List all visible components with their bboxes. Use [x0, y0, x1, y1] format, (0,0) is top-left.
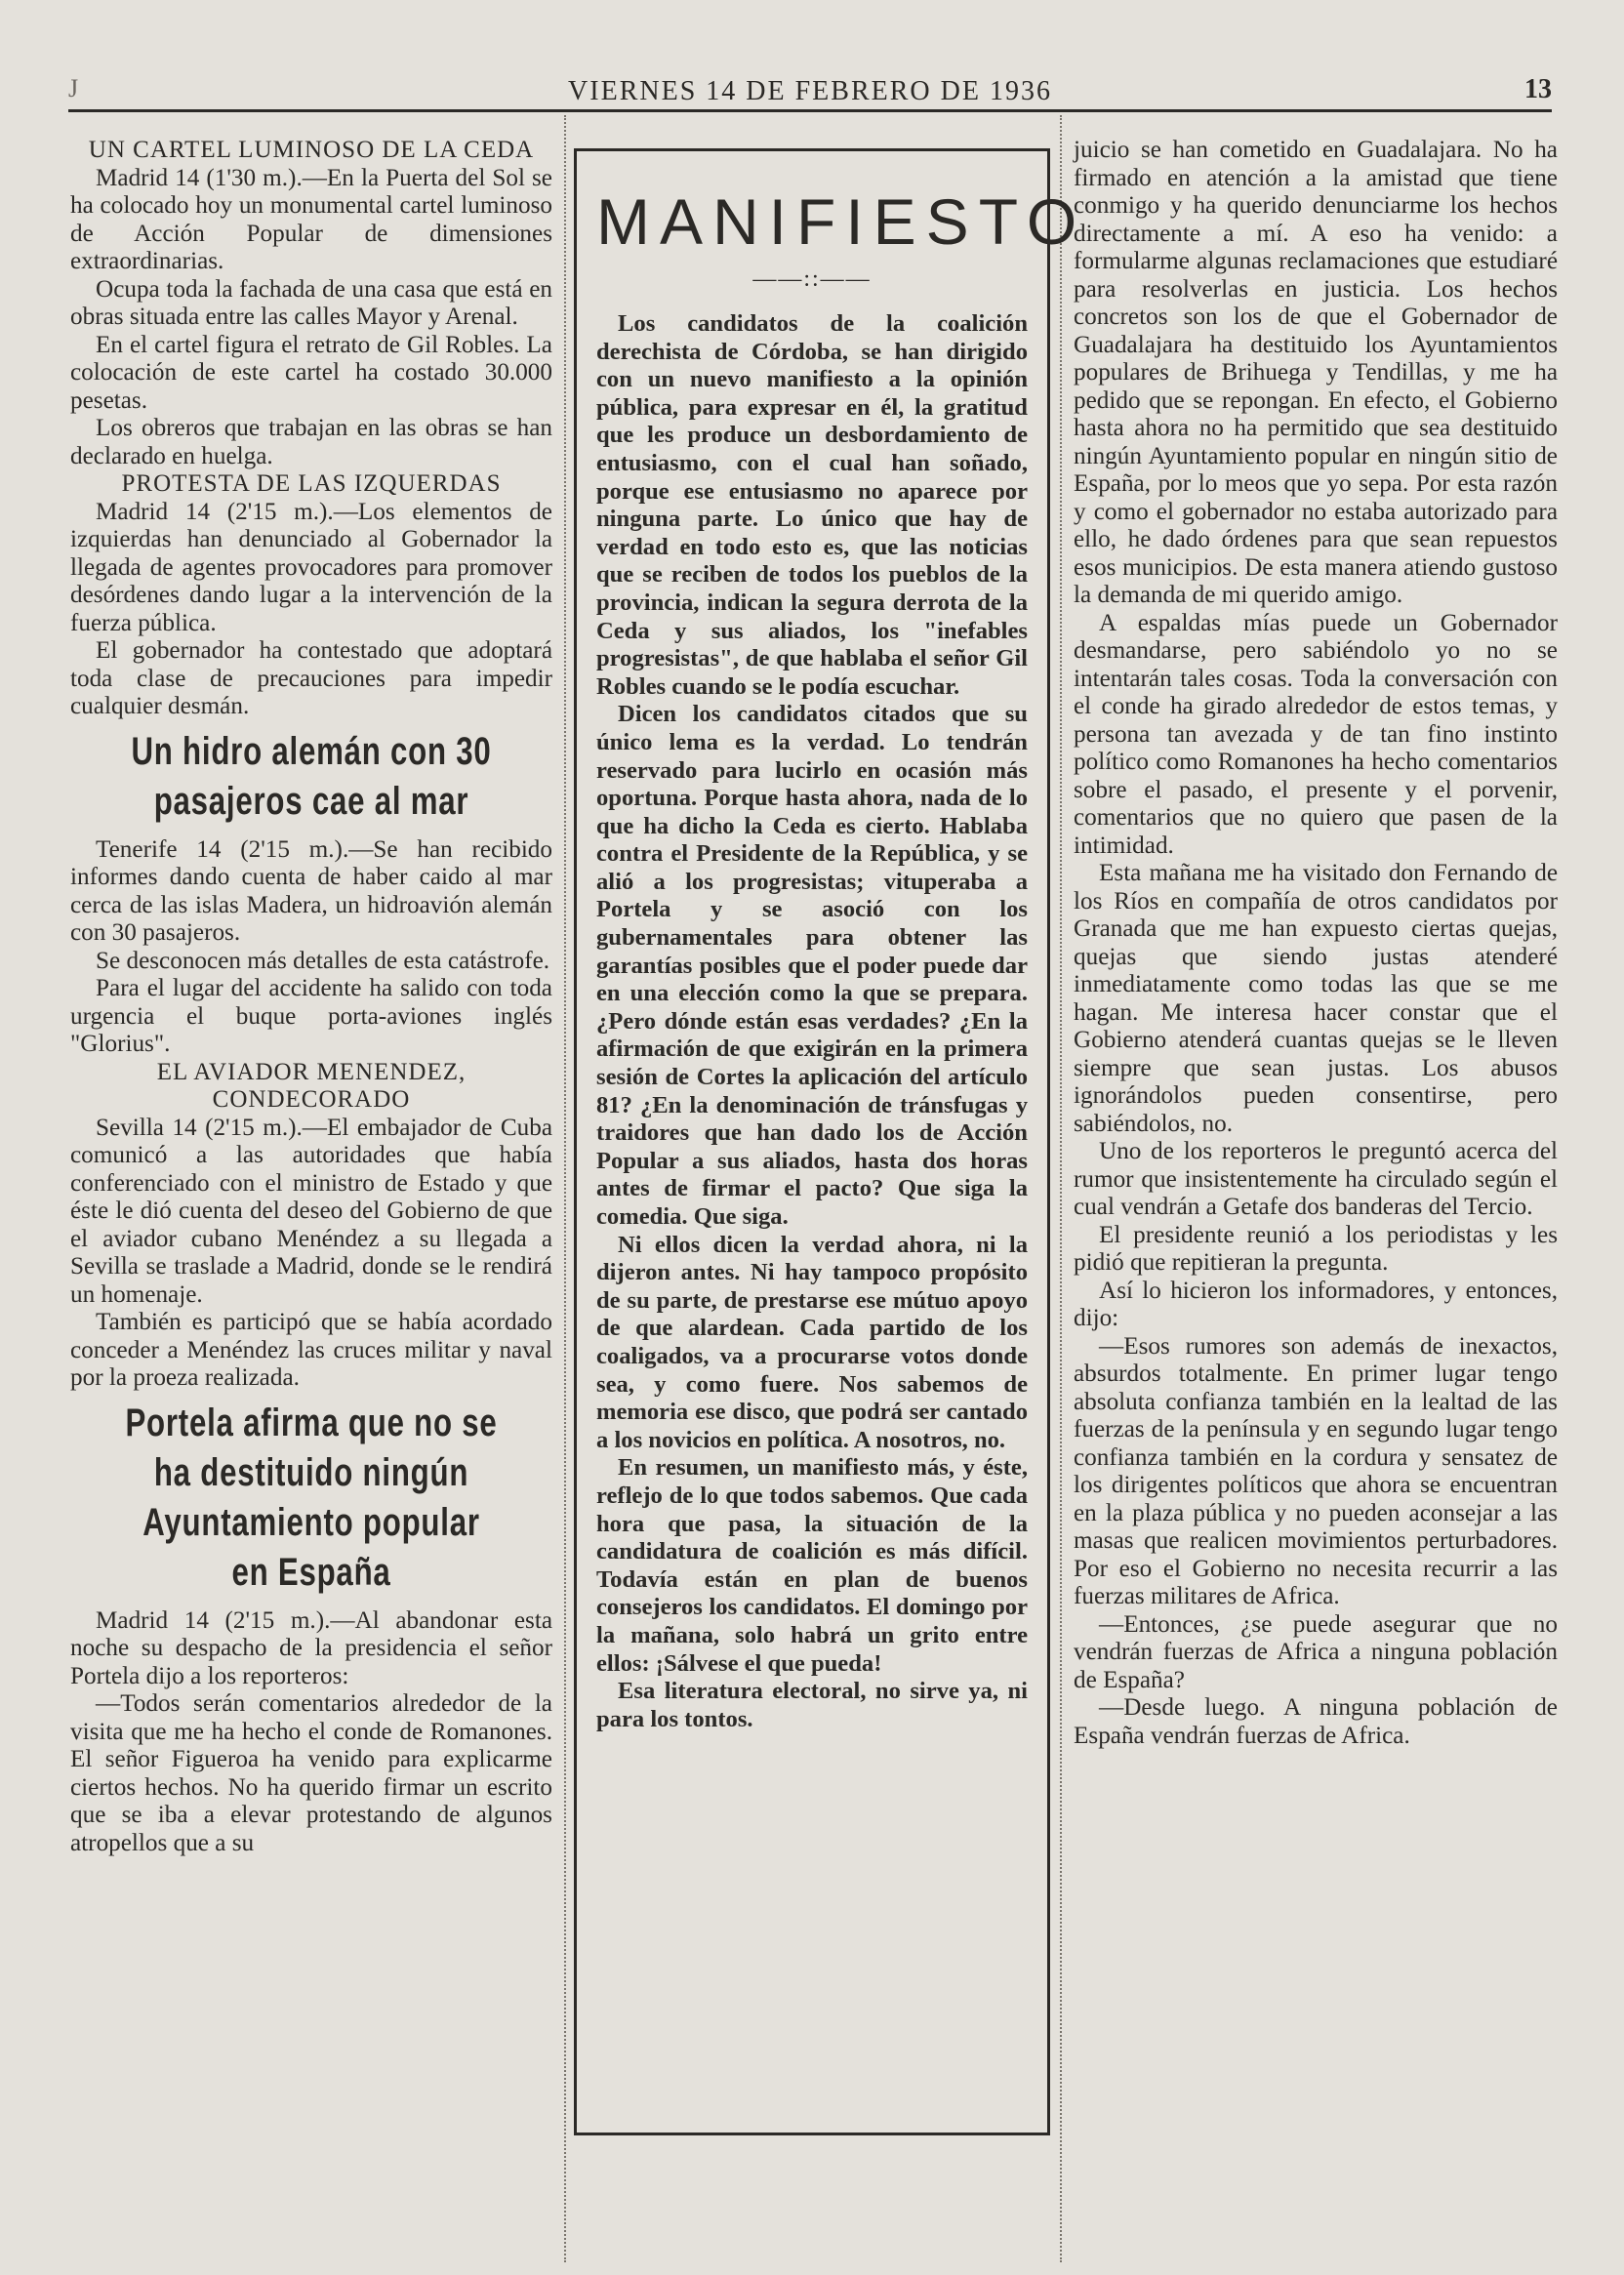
column-rule-right — [1060, 115, 1062, 2262]
paragraph: Madrid 14 (2'15 m.).—Los elementos de izquierdas han denunciado al Gobernador la llegada de agentes provocadores para promover desórdenes dando lugar a la intervención de la fuerza pública. — [70, 498, 552, 636]
paragraph: En resumen, un manifiesto más, y éste, reflejo de lo que todos sabemos. Que cada hora que pasa, la situación de la candidatura de coalición es más difícil. Todavía están en plan de buenos consejeros los candidatos. El domingo por la mañana, solo habrá un grito entre ellos: ¡Sálvese el que pueda! — [596, 1454, 1028, 1677]
paragraph: Ni ellos dicen la verdad ahora, ni la dijeron antes. Ni hay tampoco propósito de su parte, de prestarse ese mútuo apoyo de que alardean. Cada partido de los coaligados, va a procurarse votos donde sea, y como fuere. Nos sabemos de memoria ese disco, que podrá ser cantado a los novicios en política. A nosotros, no. — [596, 1231, 1028, 1453]
paragraph: —Todos serán comentarios alrededor de la visita que me ha hecho el conde de Romanones. El señor Figueroa ha venido para explicarme ciertos hechos. No ha querido firmar un escrito que se iba a elevar protestando de algunos atropellos que a su — [70, 1690, 552, 1856]
paragraph: Así lo hicieron los informadores, y entonces, dijo: — [1074, 1277, 1558, 1331]
paragraph: —Esos rumores son además de inexactos, absurdos totalmente. En primer lugar tengo absoluta confianza también en la lealtad de las fuerzas de la península y en segundo lugar tengo confianza también en la cordura y sensatez de los dirigentes políticos que ahora se encuentran en la plaza pública y no pueden aconsejar a las masas que realicen movimientos perturbadores. Por eso el Gobierno no necesita recurrir a las fuerzas militares de Africa. — [1074, 1332, 1558, 1609]
paragraph: También es participó que se había acordado conceder a Menéndez las cruces militar y naval por la proeza realizada. — [70, 1309, 552, 1391]
paragraph: juicio se han cometido en Guadalajara. No ha firmado en atención a la amistad que tiene conmigo y ha querido denunciarme los hechos directamente a mí. A eso ha venido: a formularme algunas reclamaciones que estudiaré para resolverlas en justicia. Los hechos concretos son los de que el Gobernador de Guadalajara ha destituido los Ayuntamientos populares de Brihuega y Tendillas, y me ha pedido que se repongan. En efecto, el Gobierno hasta ahora no ha permitido que sea destituido ningún Ayuntamiento popular en ningún sitio de España, por lo meos que yo sepa. Por esta razón y como el gobernador no estaba autorizado para ello, he dado órdenes para que sean repuestos esos municipios. De esta manera atiendo gustoso la demanda de mi querido amigo. — [1074, 137, 1558, 608]
paragraph: Esta mañana me ha visitado don Fernando de los Ríos en compañía de otros candidatos por Granada que me han expuesto ciertas quejas, quejas que siendo justas atenderé inmediatamente como todas las que se me hagan. Me interesa hacer constar que el Gobierno atenderá cuantas quejas se le lleven siempre que sean justas. Los abusos ignorándolos pueden consentirse, pero sabiéndolos, no. — [1074, 860, 1558, 1137]
corner-mark: J — [68, 74, 81, 102]
paragraph: El gobernador ha contestado que adoptará toda clase de precauciones para impedir cualquier desmán. — [70, 637, 552, 719]
paragraph: Los obreros que trabajan en las obras se han declarado en huelga. — [70, 415, 552, 469]
manifesto-ornament: ——::—— — [752, 266, 872, 292]
manifesto-box — [574, 148, 1087, 2135]
headline-portela: Portela afirma que no se ha destituido ningún Ayuntamiento popular en España — [125, 1401, 498, 1594]
paragraph: Se desconocen más detalles de esta catástrofe. — [96, 947, 550, 974]
column-rule-left — [564, 115, 566, 2262]
paragraph: Esa literatura electoral, no sirve ya, ni para los tontos. — [596, 1678, 1028, 1732]
manifesto-title: MANIFIESTO — [596, 185, 1087, 258]
headline-cartel: UN CARTEL LUMINOSO DE LA CEDA — [88, 137, 535, 163]
manifesto-body — [596, 310, 1028, 1733]
headline-protesta: PROTESTA DE LAS IZQUERDAS — [121, 470, 502, 497]
paragraph: Tenerife 14 (2'15 m.).—Se han recibido informes dando cuenta de haber caido al mar cerca de las islas Madera, un hidroavión alemán con 30 pasajeros. — [70, 835, 552, 946]
paragraph: —Desde luego. A ninguna población de España vendrán fuerzas de Africa. — [1074, 1694, 1558, 1749]
paragraph: Dicen los candidatos citados que su único lema es la verdad. Lo tendrán reservado para lucirlo en ocasión más oportuna. Porque hasta ahora, nada de lo que ha dicho la Ceda es cierto. Hablaba contra el Presidente de la República, y se alió a los progresistas; vituperaba a Portela y se asoció con los gubernamentales para obtener las garantías posibles que el poder puede dar en una elección como la que se prepara. ¿Pero dónde están esas verdades? ¿En la afirmación de que exigirán en la primera sesión de Cortes la aplicación del artículo 81? ¿En la denominación de tránsfugas y traidores que han dado los de Acción Popular a sus aliados, hasta dos horas antes de firmar el pacto? Que siga la comedia. Que siga. — [596, 701, 1028, 1230]
headline-hidro: Un hidro alemán con 30 pasajeros cae al mar — [131, 729, 492, 823]
paragraph: Ocupa toda la fachada de una casa que está en obras situada entre las calles Mayor y Arenal. — [70, 275, 552, 330]
paragraph: Sevilla 14 (2'15 m.).—El embajador de Cuba comunicó a las autoridades que había conferenciado con el ministro de Estado y que éste le dió cuenta del deseo del Gobierno de que el aviador cubano Menéndez a su llegada a Sevilla se traslade a Madrid, donde se le rendirá un homenaje. — [70, 1114, 552, 1308]
paragraph: Los candidatos de la coalición derechista de Córdoba, se han dirigido con un nuevo manifiesto a la opinión pública, para expresar en él, la gratitud que les produce un desbordamiento de entusiasmo, con el cual han soñado, porque ese entusiasmo no aparece por ninguna parte. Lo único que hay de verdad en todo esto es, que las noticias que se reciben de todos los pueblos de la provincia, indican la segura derrota de la Ceda y sus aliados, los "inefables progresistas", de que hablaba el señor Gil Robles cuando se le podía escuchar. — [596, 310, 1028, 700]
header-date: VIERNES 14 DE FEBRERO DE 1936 — [568, 76, 1052, 106]
paragraph: Madrid 14 (2'15 m.).—Al abandonar esta noche su despacho de la presidencia el señor Portela dijo a los reporteros: — [70, 1606, 552, 1689]
paragraph: Madrid 14 (1'30 m.).—En la Puerta del Sol se ha colocado hoy un monumental cartel luminoso de Acción Popular de dimensiones extraordinarias. — [70, 164, 552, 274]
paragraph: —Entonces, ¿se puede asegurar que no vendrán fuerzas de Africa a ninguna población de España? — [1074, 1610, 1558, 1693]
page-number: 13 — [1524, 74, 1552, 104]
paragraph: En el cartel figura el retrato de Gil Robles. La colocación de este cartel ha costado 30.000 pesetas. — [70, 331, 552, 414]
paragraph: Para el lugar del accidente ha salido con toda urgencia el buque porta-aviones inglés "Glorius". — [70, 975, 552, 1057]
left-column — [70, 137, 552, 1857]
page-header — [68, 70, 1552, 112]
paragraph: Uno de los reporteros le preguntó acerca del rumor que insistentemente ha circulado según el cual vendrán a Getafe dos banderas del Tercio. — [1074, 1138, 1558, 1220]
right-column — [1074, 137, 1558, 1750]
headline-aviador: EL AVIADOR MENENDEZ, CONDECORADO — [156, 1058, 467, 1113]
paragraph: El presidente reunió a los periodistas y les pidió que repitieran la pregunta. — [1074, 1221, 1558, 1276]
paragraph: A espaldas mías puede un Gobernador desmandarse, pero sabiéndolo yo no se intentarán tales cosas. Toda la conversación con el conde ha girado alrededor de estos temas, y persona tan avezada y de tan fino instinto político como Romanones ha hecho comentarios sobre el pasado, el presente y el porvenir, comentarios que no quiero que pasen de la intimidad. — [1074, 609, 1558, 859]
